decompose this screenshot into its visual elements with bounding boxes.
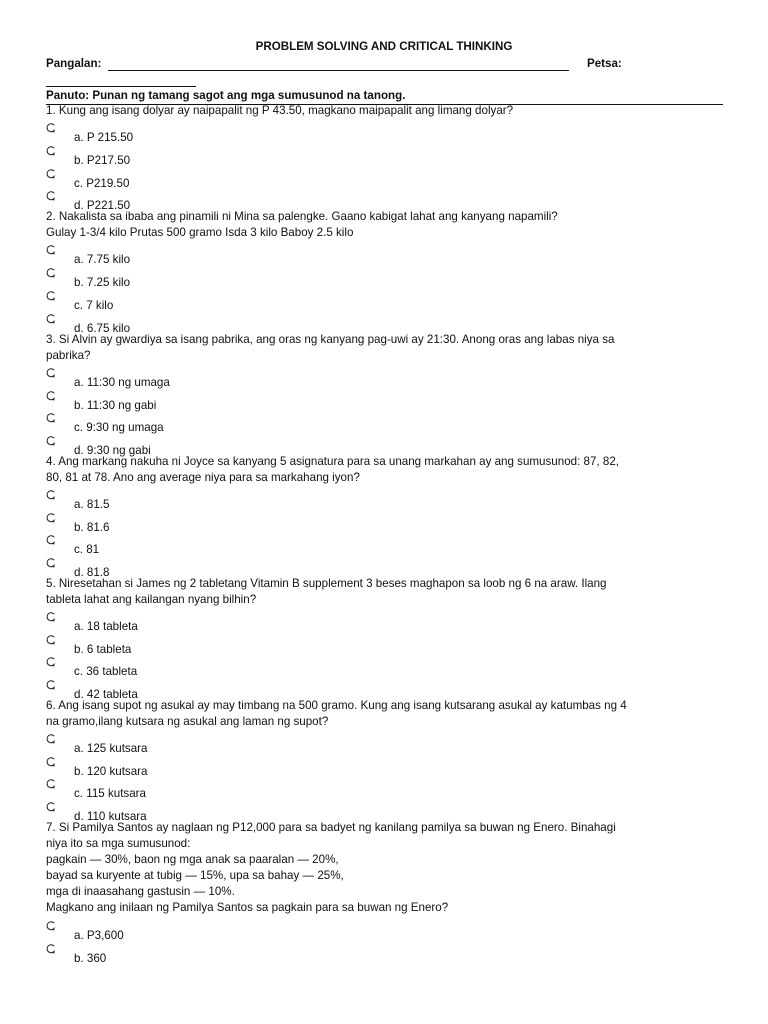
- radio-button-icon[interactable]: [46, 169, 56, 179]
- option-label: c. 36 tableta: [74, 665, 138, 678]
- radio-button-icon[interactable]: [46, 413, 56, 423]
- answer-option[interactable]: [46, 245, 446, 265]
- answer-option[interactable]: [46, 513, 446, 533]
- question-4-line: 4. Ang markang nakuha ni Joyce sa kanyang 5 asignatura para sa unang markahan ay ang sumusunod: 87, 82,: [46, 455, 619, 468]
- answer-option[interactable]: [46, 291, 446, 311]
- question-7-line: 7. Si Pamilya Santos ay naglaan ng P12,000 para sa badyet ng kanilang pamilya sa buwan ng Enero. Binahagi: [46, 821, 616, 834]
- answer-option[interactable]: [46, 368, 446, 388]
- question-5-line: 5. Niresetahan si James ng 2 tabletang Vitamin B supplement 3 beses maghapon sa loob ng 6 na araw. Ilang: [46, 577, 607, 590]
- radio-button-icon[interactable]: [46, 802, 56, 812]
- answer-option[interactable]: [46, 490, 446, 510]
- question-7-line: Magkano ang inilaan ng Pamilya Santos sa pagkain para sa buwan ng Enero?: [46, 901, 449, 914]
- option-label: c. 115 kutsara: [74, 787, 146, 800]
- answer-option[interactable]: [46, 413, 446, 433]
- answer-option[interactable]: [46, 635, 446, 655]
- answer-option[interactable]: [46, 734, 446, 754]
- question-6-line: 6. Ang isang supot ng asukal ay may timbang na 500 gramo. Kung ang isang kutsarang asukal ay katumbas ng 4: [46, 699, 627, 712]
- radio-button-icon[interactable]: [46, 391, 56, 401]
- answer-option[interactable]: [46, 314, 446, 334]
- option-label: b. 81.6: [74, 521, 110, 534]
- option-label: a. 125 kutsara: [74, 742, 148, 755]
- option-label: a. 18 tableta: [74, 620, 138, 633]
- option-label: d. 42 tableta: [74, 688, 138, 701]
- answer-option[interactable]: [46, 268, 446, 288]
- name-date-row: [46, 57, 736, 73]
- radio-button-icon[interactable]: [46, 245, 56, 255]
- option-label: d. 110 kutsara: [74, 810, 147, 823]
- radio-button-icon[interactable]: [46, 558, 56, 568]
- option-label: d. 81.8: [74, 566, 110, 579]
- answer-option[interactable]: [46, 757, 446, 777]
- radio-button-icon[interactable]: [46, 314, 56, 324]
- option-label: c. 81: [74, 543, 100, 556]
- radio-button-icon[interactable]: [46, 657, 56, 667]
- date-field-line[interactable]: [46, 86, 196, 87]
- option-label: b. 11:30 ng gabi: [74, 399, 157, 412]
- option-label: c. P219.50: [74, 177, 130, 190]
- option-label: c. 9:30 ng umaga: [74, 421, 164, 434]
- page-title: PROBLEM SOLVING AND CRITICAL THINKING: [255, 40, 513, 53]
- radio-button-icon[interactable]: [46, 191, 56, 201]
- name-label: Pangalan:: [46, 57, 102, 70]
- question-7-line: niya ito sa mga sumusunod:: [46, 837, 191, 850]
- option-label: a. P 215.50: [74, 131, 134, 144]
- question-2-line: Gulay 1-3/4 kilo Prutas 500 gramo Isda 3 kilo Baboy 2.5 kilo: [46, 226, 354, 239]
- question-1-line: 1. Kung ang isang dolyar ay naipapalit ng P 43.50, magkano maipapalit ang limang dolyar?: [46, 104, 514, 117]
- question-5-line: tableta lahat ang kailangan nyang bilhin?: [46, 593, 257, 606]
- question-3-line: 3. Si Alvin ay gwardiya sa isang pabrika, ang oras ng kanyang pag-uwi ay 21:30. Anong oras ang labas niya sa: [46, 333, 615, 346]
- option-label: b. 6 tableta: [74, 643, 132, 656]
- radio-button-icon[interactable]: [46, 734, 56, 744]
- radio-button-icon[interactable]: [46, 513, 56, 523]
- option-label: b. P217.50: [74, 154, 131, 167]
- option-label: a. 81.5: [74, 498, 110, 511]
- option-label: b. 120 kutsara: [74, 765, 148, 778]
- answer-option[interactable]: [46, 921, 446, 941]
- radio-button-icon[interactable]: [46, 436, 56, 446]
- radio-button-icon[interactable]: [46, 268, 56, 278]
- option-label: a. 7.75 kilo: [74, 253, 131, 266]
- radio-button-icon[interactable]: [46, 490, 56, 500]
- answer-option[interactable]: [46, 779, 446, 799]
- answer-option[interactable]: [46, 436, 446, 456]
- radio-button-icon[interactable]: [46, 921, 56, 931]
- radio-button-icon[interactable]: [46, 757, 56, 767]
- question-6-line: na gramo,ilang kutsara ng asukal ang laman ng supot?: [46, 715, 329, 728]
- radio-button-icon[interactable]: [46, 680, 56, 690]
- answer-option[interactable]: [46, 657, 446, 677]
- answer-option[interactable]: [46, 802, 446, 822]
- question-4-line: 80, 81 at 78. Ano ang average niya para sa markahang iyon?: [46, 471, 360, 484]
- radio-button-icon[interactable]: [46, 612, 56, 622]
- answer-option[interactable]: [46, 191, 446, 211]
- answer-option[interactable]: [46, 391, 446, 411]
- radio-button-icon[interactable]: [46, 368, 56, 378]
- radio-button-icon[interactable]: [46, 635, 56, 645]
- answer-option[interactable]: [46, 612, 446, 632]
- answer-option[interactable]: [46, 146, 446, 166]
- option-label: d. P221.50: [74, 199, 131, 212]
- option-label: d. 6.75 kilo: [74, 322, 131, 335]
- option-label: b. 7.25 kilo: [74, 276, 131, 289]
- question-2-line: 2. Nakalista sa ibaba ang pinamili ni Mina sa palengke. Gaano kabigat lahat ang kanyang napamili?: [46, 210, 558, 223]
- radio-button-icon[interactable]: [46, 123, 56, 133]
- question-7-line: pagkain — 30%, baon ng mga anak sa paaralan — 20%,: [46, 853, 339, 866]
- question-3-line: pabrika?: [46, 349, 91, 362]
- instructions: Panuto: Punan ng tamang sagot ang mga sumusunod na tanong.: [46, 89, 723, 105]
- answer-option[interactable]: [46, 944, 446, 964]
- radio-button-icon[interactable]: [46, 779, 56, 789]
- question-7-line: mga di inaasahang gastusin — 10%.: [46, 885, 235, 898]
- option-label: d. 9:30 ng gabi: [74, 444, 151, 457]
- name-field-line[interactable]: [108, 70, 569, 71]
- radio-button-icon[interactable]: [46, 146, 56, 156]
- radio-button-icon[interactable]: [46, 944, 56, 954]
- option-label: a. P3,600: [74, 929, 124, 942]
- option-label: c. 7 kilo: [74, 299, 114, 312]
- answer-option[interactable]: [46, 558, 446, 578]
- radio-button-icon[interactable]: [46, 291, 56, 301]
- option-label: b. 360: [74, 952, 107, 965]
- date-label: Petsa:: [587, 57, 622, 70]
- answer-option[interactable]: [46, 169, 446, 189]
- option-label: a. 11:30 ng umaga: [74, 376, 170, 389]
- question-7-line: bayad sa kuryente at tubig — 15%, upa sa bahay — 25%,: [46, 869, 344, 882]
- answer-option[interactable]: [46, 680, 446, 700]
- radio-button-icon[interactable]: [46, 535, 56, 545]
- answer-option[interactable]: [46, 535, 446, 555]
- answer-option[interactable]: [46, 123, 446, 143]
